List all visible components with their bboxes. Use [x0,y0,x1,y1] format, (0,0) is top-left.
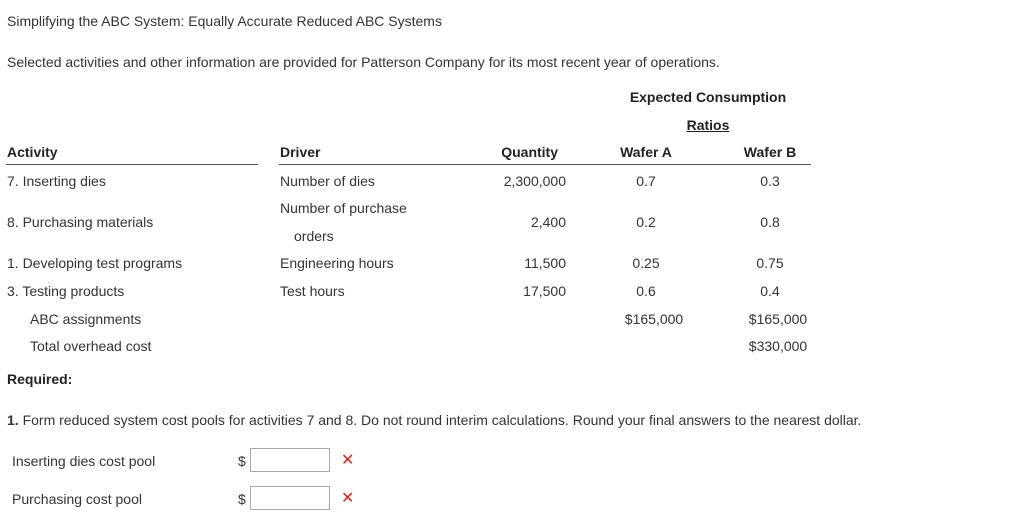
required-label: Required: [7,371,73,387]
group-header-expected-consumption: Expected Consumption [629,89,787,105]
total-overhead-label: Total overhead cost [30,338,152,354]
purchasing-incorrect-icon: ✕ [341,490,355,507]
abc-assignments-wafer-a: $165,000 [624,311,684,327]
inserting-dies-pool-label: Inserting dies cost pool [12,453,156,469]
row-4-wafer-a: 0.6 [636,283,656,299]
row-4-driver: Test hours [280,283,345,299]
row-1-driver: Number of dies [280,173,375,189]
column-header-driver: Driver [280,144,321,160]
column-header-quantity: Quantity [501,144,558,160]
row-4-quantity: 17,500 [523,283,566,299]
row-2-driver-continued: orders [294,228,334,244]
group-header-ratios: Ratios [686,117,730,133]
column-header-activity: Activity [7,144,58,160]
abc-assignments-label: ABC assignments [30,311,142,327]
row-4-wafer-b: 0.4 [760,283,780,299]
row-1-quantity: 2,300,000 [503,173,566,189]
purchasing-pool-input[interactable] [250,486,330,510]
abc-assignments-wafer-b: $165,000 [748,311,808,327]
row-4-activity: 3. Testing products [7,283,125,299]
row-2-activity: 8. Purchasing materials [7,214,154,230]
row-1-activity: 7. Inserting dies [7,173,106,189]
question-1 [7,411,861,429]
intro-text: Selected activities and other information are provided for Patterson Company for its most recent year of operations. [7,54,720,70]
column-header-wafer-b: Wafer B [743,144,797,160]
row-3-activity: 1. Developing test programs [7,255,183,271]
row-2-driver: Number of purchase [280,200,407,216]
question-number: 1. [7,412,19,428]
header-rule-data [279,164,811,165]
page-title: Simplifying the ABC System: Equally Accurate Reduced ABC Systems [7,13,442,29]
row-1-wafer-b: 0.3 [760,173,780,189]
question-text: Form reduced system cost pools for activities 7 and 8. Do not round interim calculations. Round your final answers to the nearest dollar. [18,412,862,428]
inserting-dies-incorrect-icon: ✕ [341,452,355,469]
row-3-wafer-a: 0.25 [632,255,660,271]
row-2-wafer-b: 0.8 [760,214,780,230]
column-header-wafer-a: Wafer A [620,144,672,160]
row-2-wafer-a: 0.2 [636,214,656,230]
row-3-wafer-b: 0.75 [756,255,784,271]
total-overhead-wafer-b: $330,000 [748,338,808,354]
row-1-wafer-a: 0.7 [636,173,656,189]
header-rule-activity [6,164,258,165]
inserting-dies-pool-input[interactable] [250,448,330,472]
row-3-driver: Engineering hours [280,255,394,271]
row-3-quantity: 11,500 [524,255,566,271]
row-2-quantity: 2,400 [530,214,566,230]
inserting-dies-currency: $ [238,453,246,469]
purchasing-pool-label: Purchasing cost pool [12,491,142,507]
purchasing-currency: $ [238,491,246,507]
